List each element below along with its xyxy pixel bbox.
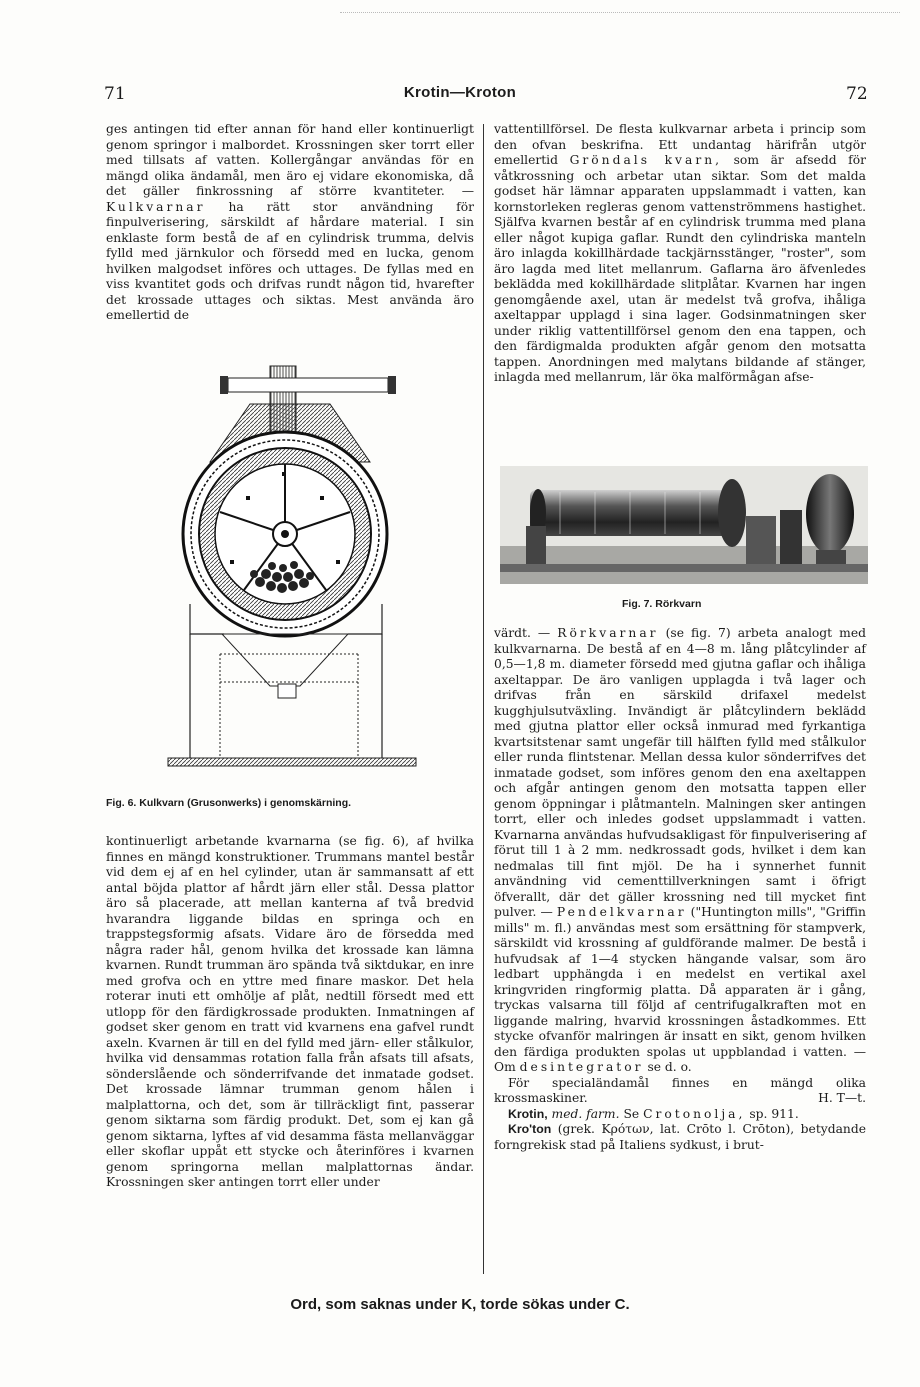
right-paragraph-1: vattentillförsel. De flesta kulkvarnar arbeta i princip som den ofvan beskrifna. Ett undantag härifrån utgör emellertid Gröndals kvarn, som är afsedd för våtkrossning och arbetar utan siktar. Som det malda godset här lämnar apparaten uppslammadt i vatten, kan kornstorleken regleras genom vattenströmmens hastighet. Själfva kvarnen består af en cylindrisk trumma med plana eller något kupiga gaflar. Rundt den cylindriska manteln äro inlagda kokillhärdade tackjärnsstänger, "roster", som äro lagda med litet mellanrum. Gaflarna äro äfvenledes beklädda med kokillhärdade slitplåtar. Kvarnen har ingen genomgående axel, utan är medelst två grofva, ihåliga axeltappar upplagd i sina lager. Godsinmatningen sker under riklig vattentillförsel genom den ena tappen, och den färdigmalda produkten afgår genom den motsatta tappen. Anordningen med malytans bildande af stänger, inlagda med mellanrum, lär öka malförmågan afse- xyxy=(494,122,866,384)
term-pendelkvarnar: Pendelkvarnar xyxy=(556,905,687,919)
left-paragraph-1: ges antingen tid efter annan för hand eller kontinuerligt genom springor i malbordet. Krossningen sker torrt eller med tillsats af vatten. Kollergångar användas för en mängd olika ändamål, men äro ej vidare ekonomiska, då det gäller finkrossning af större kvantiteter. — Kulkvarnar ha rätt stor användning för finpulverisering, särskildt af hårdare material. I sin enklaste form bestå de af en cylindrisk trumma, delvis fylld med järnkulor och försedd med en lucka, genom hvilken malgodset införes och uttages. De fyllas med en viss kvantitet gods och drifvas rundt någon tid, hvarefter det krossade uttages och siktas. Mest använda äro emellertid de xyxy=(106,122,474,322)
figure-7-caption: Fig. 7. Rörkvarn xyxy=(622,598,702,610)
entry-kroton-headword: Kro'ton xyxy=(508,1122,552,1136)
term-rorkvarnar: Rörkvarnar xyxy=(557,626,659,640)
right-column xyxy=(494,122,866,386)
page-header xyxy=(0,84,920,108)
figure-6-ball-mill-drawing xyxy=(150,364,450,776)
term-kulkvarnar: Kulkvarnar xyxy=(106,199,206,214)
figure-7-tube-mill-photo xyxy=(500,466,868,584)
page-footer-note: Ord, som saknas under K, torde sökas under C. xyxy=(290,1296,630,1313)
running-head: Krotin—Kroton xyxy=(403,84,517,101)
page-number-right: 72 xyxy=(846,84,868,104)
page-number-left: 71 xyxy=(104,84,126,104)
right-paragraph-4: För specialändamål finnes en mängd olika krossmaskiner. H. T—t. xyxy=(494,1075,866,1105)
right-column-continued xyxy=(494,626,866,1153)
term-desintegrator: desintegrator xyxy=(519,1060,644,1074)
left-paragraph-2: kontinuerligt arbetande kvarnarna (se fig. 6), af hvilka finnes en mängd konstruktioner. Trummans mantel består vid dem ej af en hel cylinder, utan är sammansatt af ett antal böjda plattor af hårdt järn eller stål. Dessa plattor äro så placerade, att mellan kanterna af två bredvid hvarandra liggande bildas en springa och en trappstegsformig afsats. Vidare äro de försedda med några rader hål, genom hvilka det krossade kan lämna kvarnen. Rundt trumman äro spända två siktdukar, en inre med grofva och en yttre med finare maskor. Det hela roterar inuti ett omhölje af plåt, nedtill försedt med ett utlopp för den färdigkrossade produkten. Inmatningen af godset sker genom en tratt vid kvarnens ena gafvel rundt axeln. Kvarnen är till en del fylld med järn- eller stålkulor, hvilka vid densammas rotation falla från afsats till afsats, sönderslående och sönderrifvande det inmatade godset. Det krossade lämnar trumman genom hålen i malplattorna, och det, som är tillräckligt fint, passerar genom siktarna som färdig produkt. Det, som ej kan gå genom siktarna, lyftes af vid desamma fästa mellanväggar eller skoflar uppåt ett stycke och återinföres i kvarnen genom springorna mellan malplattornas ändar. Krossningen sker antingen torrt eller under xyxy=(106,834,474,1189)
left-column xyxy=(106,122,474,324)
term-grondals-kvarn: Gröndals kvarn, xyxy=(569,153,723,167)
right-paragraph-2: värdt. — Rörkvarnar (se fig. 7) arbeta analogt med kulkvarnarna. De bestå af en 4—8 m. lång plåtcylinder af 0,5—1,8 m. diameter försedd med gjutna gaflar och ihåliga axeltappar. De äro vanligen upplagda i två lager och drifvas från en särskild drifaxel medelst kugghjulsutväxling. Invändigt är plåtcylindern beklädd med gjutna plattor eller också inmurad med fyrkantiga kvartsitstenar samt ungefär till hälften fylld med stålkulor eller runda flintstenar. Mellan dessa kulor sönderrifves det inmatade godset, som införes genom den ena axeltappen och afgår antingen genom den motsatta tappen eller genom öppningar i plåtmanteln. Malningen sker antingen torrt, eller och inledes godset uppslammadt i vatten. Kvarnarna användas hufvudsakligast för finpulverisering af förut till 1 à 2 mm. nedkrossadt gods, hvilket i dem kan nedmalas till fint mjöl. De ha i synnerhet funnit användning vid cementtillverkningen samt i öfrigt öfverallt, där det gäller krossning ned till mycket fint pulver. — Pendelkvarnar ("Huntington mills", "Griffin mills" m. fl.) användas mest som ersättning för stampverk, särskildt vid krossning af guldförande malmer. De bestå i hufvudsak af 1—4 stycken hängande valsar, som äro ledbart upphängda i en medelst en vertikal axel kringvriden ringformig platta. Då apparaten är i gång, tryckas valsarna till följd af centrifugalkraften mot en liggande malring, hvarvid krossningen åstadkommes. Ett stycke ofvanför malringen är insatt en sikt, genom hvilken den färdiga produkten spolas ut uppblandad i vatten. — Om desintegrator se d. o. xyxy=(494,626,866,1074)
entry-kroton: Kro'ton (grek. Κρότων, lat. Crōto l. Crōton), betydande forngrekisk stad på Italiens sydkust, i brut- xyxy=(494,1122,866,1152)
entry-krotin-headword: Krotin, xyxy=(508,1106,548,1121)
crossref-crotonolja: Crotonolja, xyxy=(643,1106,746,1121)
author-signature: H. T—t. xyxy=(818,1091,866,1105)
entry-krotin: Krotin, med. farm. Se Crotonolja, sp. 911. xyxy=(508,1106,799,1121)
column-divider xyxy=(483,124,484,1274)
figure-6-caption: Fig. 6. Kulkvarn (Grusonwerks) i genomskärning. xyxy=(106,797,352,809)
left-column-continued xyxy=(106,834,474,1191)
scan-edge-line xyxy=(340,12,900,13)
